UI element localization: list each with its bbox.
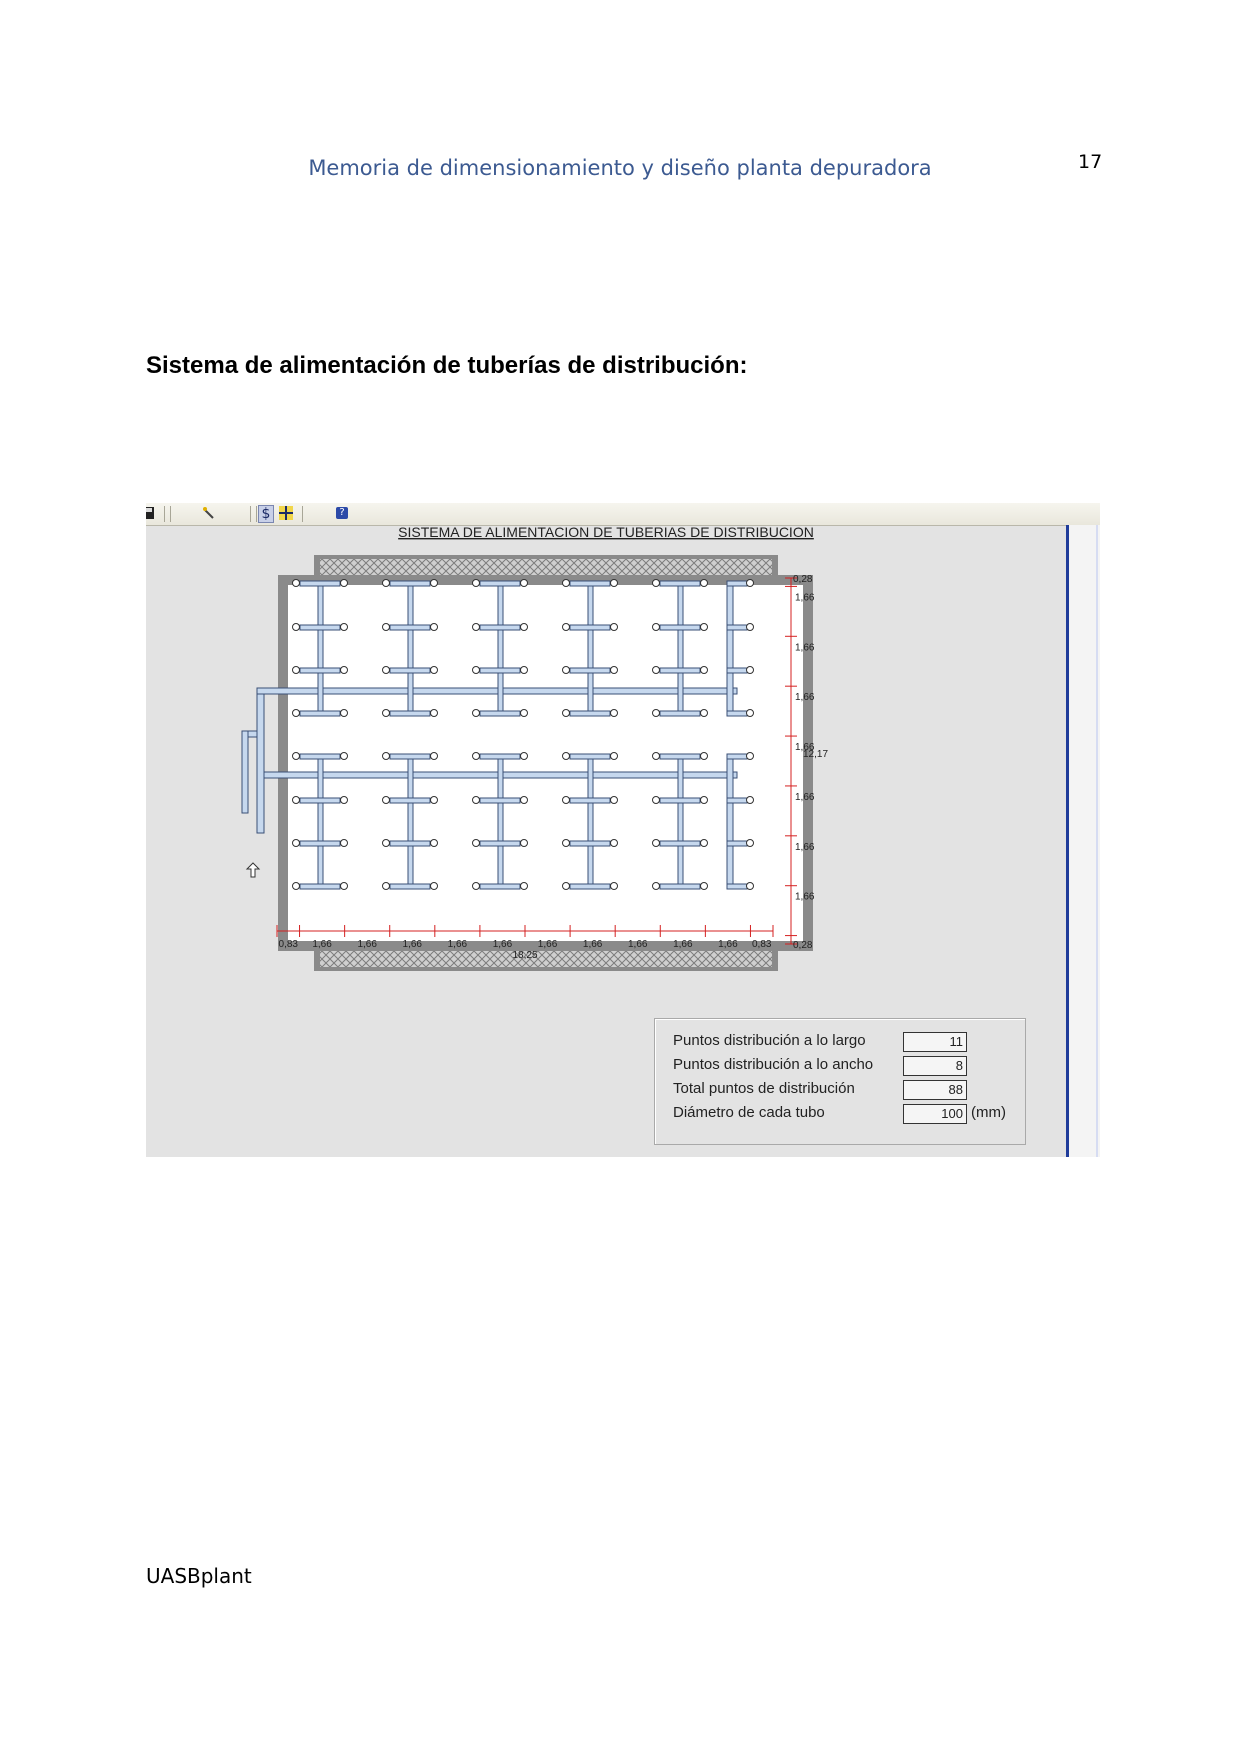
distribution-point [383,797,390,804]
distribution-point [563,580,570,587]
stat-label: Puntos distribución a lo ancho [673,1056,874,1073]
distribution-point [293,840,300,847]
distribution-point [293,797,300,804]
lower-edge-comb-trunk [727,754,733,889]
footer-text: UASBplant [146,1564,252,1588]
lower-lateral-3-trunk [588,756,593,886]
distribution-point [521,710,528,717]
upper-lateral-3-branch [570,581,610,586]
lower-lateral-3-branch [570,841,610,846]
distribution-point [383,840,390,847]
distribution-point [653,580,660,587]
upper-edge-comb-branch [727,625,747,630]
distribution-point [701,883,708,890]
distribution-point [521,840,528,847]
upper-lateral-3-trunk [588,583,593,713]
distribution-point [341,797,348,804]
distribution-point [341,710,348,717]
distribution-point [747,624,754,631]
distribution-point [563,797,570,804]
upper-lateral-3-branch [570,711,610,716]
distribution-point [431,580,438,587]
lower-lateral-3-branch [570,754,610,759]
lower-lateral-2-branch [480,884,520,889]
distribution-point [653,753,660,760]
upper-lateral-1-branch [390,581,430,586]
distribution-point [563,883,570,890]
distribution-point [383,753,390,760]
distribution-point [747,840,754,847]
lower-lateral-0-branch [300,841,340,846]
lower-edge-comb-branch [727,841,747,846]
stat-unit: (mm) [971,1104,1006,1121]
distribution-point [293,624,300,631]
upper-lateral-4-branch [660,668,700,673]
lower-lateral-4-branch [660,884,700,889]
stat-value-field[interactable]: 11 [903,1032,967,1052]
vertical-dimension-label: 1,66 [795,692,815,704]
lower-lateral-2-branch [480,798,520,803]
distribution-point [611,883,618,890]
distribution-point [341,753,348,760]
distribution-point [611,753,618,760]
lower-lateral-1-branch [390,754,430,759]
help-icon[interactable]: ? [336,507,348,519]
distribution-point [653,883,660,890]
stat-label: Puntos distribución a lo largo [673,1032,866,1049]
lower-lateral-2-branch [480,841,520,846]
top-channel [320,559,772,575]
horizontal-dimension-label: 1,66 [582,939,603,950]
distribution-point [747,797,754,804]
distribution-point [747,753,754,760]
horizontal-dimension-label: 1,66 [447,939,468,950]
page-number: 17 [1078,151,1103,173]
distribution-point [563,840,570,847]
distribution-point [747,667,754,674]
stat-row-diametro [673,1104,1013,1124]
distribution-point [383,667,390,674]
distribution-point [431,753,438,760]
stat-value-field[interactable]: 100 [903,1104,967,1124]
vertical-dimension-label: 1,66 [795,891,815,903]
distribution-point [431,667,438,674]
horizontal-dimension-label: 1,66 [357,939,377,950]
distribution-point [341,883,348,890]
lower-lateral-4-branch [660,754,700,759]
distribution-point [431,883,438,890]
distribution-point [747,580,754,587]
running-header-title: Memoria de dimensionamiento y diseño planta depuradora [308,156,932,180]
lower-lateral-4-trunk [678,756,683,886]
lower-lateral-1-branch [390,884,430,889]
lower-lateral-0-branch [300,798,340,803]
distribution-point [521,624,528,631]
distribution-point [293,580,300,587]
distribution-point [341,840,348,847]
horizontal-dimension-label: 0,83 [278,939,299,950]
distribution-point [521,667,528,674]
horizontal-dimension-label: 1,66 [627,939,648,950]
distribution-point [293,753,300,760]
distribution-point [653,710,660,717]
distribution-point [473,667,480,674]
upper-lateral-2-trunk [498,583,503,713]
lower-lateral-1-branch [390,841,430,846]
distribution-point [653,667,660,674]
distribution-point [563,624,570,631]
lower-lateral-0-branch [300,884,340,889]
distribution-point [473,797,480,804]
distribution-point [701,667,708,674]
upper-lateral-1-trunk [408,583,413,713]
upper-lateral-2-branch [480,711,520,716]
distribution-point [383,883,390,890]
upper-lateral-4-branch [660,625,700,630]
stat-value-field[interactable]: 88 [903,1080,967,1100]
distribution-point [653,840,660,847]
upper-lateral-4-branch [660,581,700,586]
upper-edge-comb-trunk [727,581,733,716]
distribution-point [701,580,708,587]
distribution-point [653,797,660,804]
stat-row-total [673,1080,1013,1100]
distribution-point [747,883,754,890]
side-panel-edge [1096,525,1098,1157]
upper-lateral-1-branch [390,711,430,716]
distribution-point [653,624,660,631]
lower-lateral-3-branch [570,798,610,803]
distribution-point [341,667,348,674]
distribution-point [473,624,480,631]
distribution-point [431,624,438,631]
horizontal-dimension-label: 1,66 [673,939,693,950]
upper-lateral-2-branch [480,625,520,630]
vertical-dimension-total: 12,17 [803,749,829,760]
app-screenshot [146,503,1100,1157]
upper-lateral-2-branch [480,581,520,586]
stat-label: Total puntos de distribución [673,1080,855,1097]
stat-label: Diámetro de cada tubo [673,1104,825,1121]
lower-lateral-2-trunk [498,756,503,886]
vertical-dimension-label: 1,66 [795,841,815,853]
lower-lateral-3-branch [570,884,610,889]
bottom-channel [320,951,772,967]
distribution-point [293,667,300,674]
lower-lateral-4-branch [660,841,700,846]
distribution-point [431,840,438,847]
distribution-point [611,797,618,804]
section-heading: Sistema de alimentación de tuberías de distribución: [146,352,748,379]
distribution-point [521,797,528,804]
distribution-point [701,753,708,760]
upper-edge-comb-branch [727,711,747,716]
upper-edge-comb-branch [727,668,747,673]
stat-row-largo [673,1032,1013,1052]
upper-lateral-1-branch [390,625,430,630]
vertical-dimension-label: 1,66 [795,791,815,803]
distribution-point [383,710,390,717]
distribution-point [521,883,528,890]
upper-lateral-4-branch [660,711,700,716]
upper-lateral-4-trunk [678,583,683,713]
upper-lateral-0-branch [300,668,340,673]
dollar-icon[interactable]: $ [258,505,274,523]
inlet-arrow-icon [247,863,259,877]
distribution-point [701,840,708,847]
distribution-point [293,710,300,717]
distribution-point [341,580,348,587]
distribution-point [293,883,300,890]
vertical-dimension-label: 0,28 [793,574,813,585]
upper-header-pipe [257,688,737,694]
distribution-point [431,797,438,804]
horizontal-dimension-label: 0,83 [751,939,772,950]
vertical-dimension-label: 1,66 [795,642,815,654]
distribution-point [611,580,618,587]
distribution-point [701,797,708,804]
distribution-point [611,710,618,717]
stat-row-ancho [673,1056,1013,1076]
distribution-point [701,624,708,631]
distribution-point [563,753,570,760]
lower-lateral-1-branch [390,798,430,803]
distribution-point [611,840,618,847]
distribution-point [341,624,348,631]
horizontal-dimension-total: 18,25 [512,950,538,961]
inlet-down-pipe [242,731,248,813]
vertical-dimension-label: 1,66 [795,592,815,604]
distribution-point [473,710,480,717]
lower-lateral-1-trunk [408,756,413,886]
distribution-point [473,753,480,760]
lower-edge-comb-branch [727,884,747,889]
stats-panel [654,1018,1026,1145]
distribution-point [521,753,528,760]
horizontal-dimension-label: 1,66 [537,939,558,950]
horizontal-dimension-label: 1,66 [402,939,423,950]
upper-lateral-3-branch [570,668,610,673]
lower-lateral-2-branch [480,754,520,759]
upper-lateral-0-branch [300,711,340,716]
vertical-dimension-label: 0,28 [793,940,813,951]
horizontal-dimension-label: 1,66 [312,939,332,950]
distribution-point [611,624,618,631]
lower-edge-comb-branch [727,798,747,803]
lower-edge-comb-branch [727,754,747,759]
distribution-point [563,667,570,674]
distribution-point [563,710,570,717]
upper-edge-comb-branch [727,581,747,586]
upper-lateral-1-branch [390,668,430,673]
lower-lateral-0-branch [300,754,340,759]
inlet-riser-pipe [257,688,264,833]
upper-lateral-0-trunk [318,583,323,713]
vertical-dimension-label: 1,66 [795,742,815,754]
distribution-point [611,667,618,674]
lower-lateral-0-trunk [318,756,323,886]
upper-lateral-2-branch [480,668,520,673]
distribution-point [747,710,754,717]
distribution-point [473,580,480,587]
stat-value-field[interactable]: 8 [903,1056,967,1076]
upper-lateral-0-branch [300,625,340,630]
distribution-point [383,580,390,587]
distribution-point [431,710,438,717]
distribution-point [521,580,528,587]
lower-lateral-4-branch [660,798,700,803]
horizontal-dimension-label: 1,66 [492,939,513,950]
upper-lateral-3-branch [570,625,610,630]
diagram-title: SISTEMA DE ALIMENTACION DE TUBERIAS DE DISTRIBUCION [398,524,814,540]
distribution-point [473,840,480,847]
distribution-point [383,624,390,631]
upper-lateral-0-branch [300,581,340,586]
distribution-point [473,883,480,890]
distribution-point [701,710,708,717]
horizontal-dimension-label: 1,66 [718,939,738,950]
